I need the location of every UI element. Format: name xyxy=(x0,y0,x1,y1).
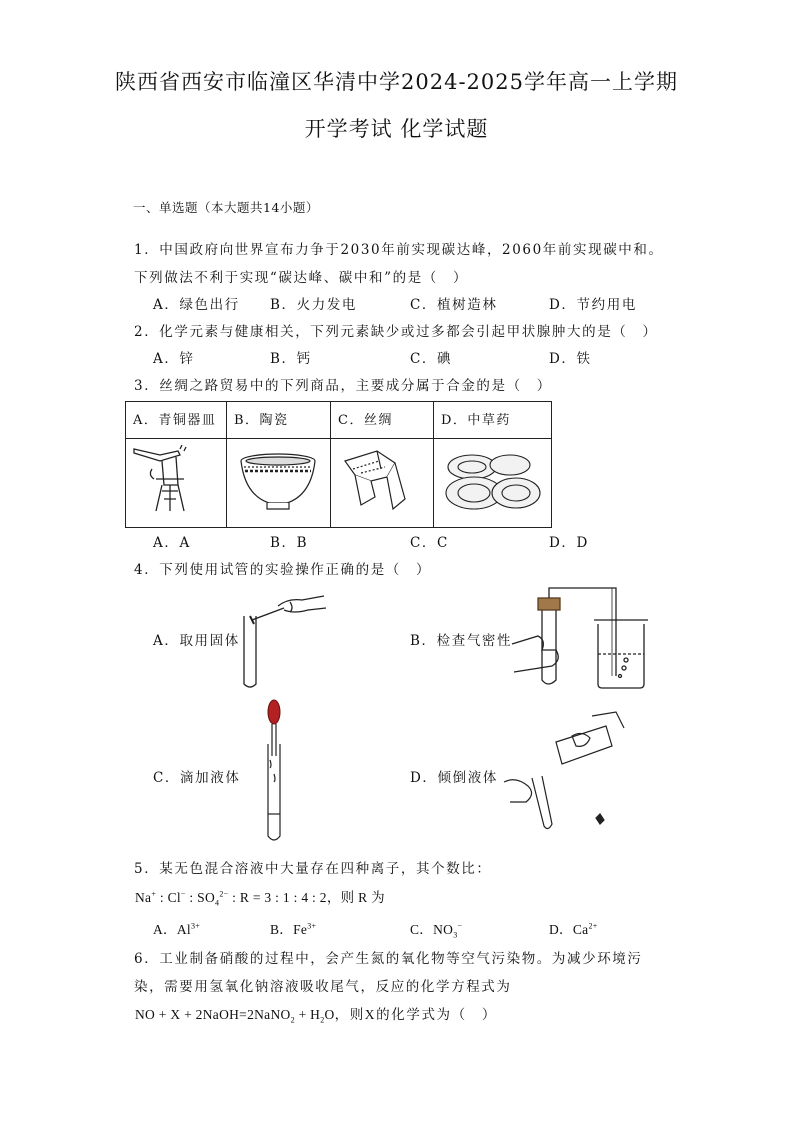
q3-option-a: A．A xyxy=(153,535,191,551)
q1-option-a: A．绿色出行 xyxy=(153,297,240,313)
exam-title-line1: 陕西省西安市临潼区华清中学2024-2025学年高一上学期 xyxy=(115,70,678,94)
porcelain-bowl-image xyxy=(227,439,330,527)
q5-ion-cl: Cl xyxy=(167,890,181,905)
section-heading: 一、单选题（本大题共14小题） xyxy=(133,200,319,215)
q5-option-c: C．$NO_3^-$ xyxy=(410,921,463,940)
q3-option-b: B．B xyxy=(270,535,309,551)
herbal-medicine-image xyxy=(434,439,551,527)
q2-stem: 2．化学元素与健康相关，下列元素缺少或过多都会引起甲状腺肿大的是（ ） xyxy=(134,324,658,340)
q5-option-d: D．$Ca^{2+}$ xyxy=(549,921,598,937)
q3-option-d: D．D xyxy=(549,535,589,551)
q6-stem-line1: 6．工业制备硝酸的过程中，会产生氮的氧化物等空气污染物。为减少环境污 xyxy=(134,951,643,967)
q5-ion-na: Na xyxy=(135,890,152,905)
q6-equation-line: NO + X + 2NaOH=2NaNO$_2$ + $H_2O$，则X的化学式为（ ） xyxy=(135,1007,497,1025)
q4-option-d: D．倾倒液体 xyxy=(410,770,498,786)
q1-option-c: C．植树造林 xyxy=(410,297,498,313)
q4-stem: 4．下列使用试管的实验操作正确的是（ ） xyxy=(134,562,432,578)
take-solid-figure xyxy=(238,580,330,692)
exam-title-line2: 开学考试 化学试题 xyxy=(304,117,489,141)
q5-ion-so4: SO xyxy=(197,890,215,905)
q1-option-d: D．节约用电 xyxy=(549,297,637,313)
q4-option-c: C．滴加液体 xyxy=(153,770,241,786)
pour-liquid-figure xyxy=(496,706,646,836)
q1-stem-line1: 1．中国政府向世界宣布力争于2030年前实现碳达峰，2060年前实现碳中和。 xyxy=(134,242,664,258)
q5-option-a: A．$Al^{3+}$ xyxy=(153,921,201,937)
q4-option-b: B．检查气密性 xyxy=(410,633,513,649)
q2-option-b: B．钙 xyxy=(270,351,312,367)
q2-option-c: C．碘 xyxy=(410,351,453,367)
q1-option-b: B．火力发电 xyxy=(270,297,358,313)
q3-header-a: A．青铜器皿 xyxy=(133,413,217,428)
q4-option-a: A．取用固体 xyxy=(153,633,240,649)
q3-option-c: C．C xyxy=(410,535,449,551)
silk-cloth-image xyxy=(331,439,433,527)
q3-header-c: C．丝绸 xyxy=(338,413,393,428)
q5-ratio: R = 3 : 1 : 4 : 2 xyxy=(239,890,327,905)
q5-option-b: B．$Fe^{3+}$ xyxy=(270,921,317,937)
bronze-vessel-image xyxy=(126,439,226,527)
q3-header-b: B．陶瓷 xyxy=(234,413,289,428)
q2-option-d: D．铁 xyxy=(549,351,592,367)
q5-ion-ratio: Na+ : Cl− : $SO_4^{2-}$ : R = 3 : 1 : 4 : 2，则 R 为 xyxy=(135,889,385,908)
q5-suffix: ，则 R 为 xyxy=(326,890,385,905)
q5-stem: 5．某无色混合溶液中大量存在四种离子，其个数比： xyxy=(134,861,492,877)
q6-equation: NO + X + 2NaOH=2NaNO xyxy=(135,1007,291,1022)
q6-stem-line2: 染，需要用氢氧化钠溶液吸收尾气，反应的化学方程式为 xyxy=(134,979,512,995)
drop-liquid-figure xyxy=(258,696,298,846)
q1-stem-line2: 下列做法不利于实现“碳达峰、碳中和”的是（ ） xyxy=(134,270,469,286)
q3-header-d: D．中草药 xyxy=(441,413,511,428)
q6-suffix: ，则X的化学式为（ ） xyxy=(334,1007,497,1022)
q3-stem: 3．丝绸之路贸易中的下列商品，主要成分属于合金的是（ ） xyxy=(134,378,552,394)
q3-table xyxy=(125,401,552,528)
airtightness-figure xyxy=(508,580,656,692)
q2-option-a: A．锌 xyxy=(153,351,195,367)
